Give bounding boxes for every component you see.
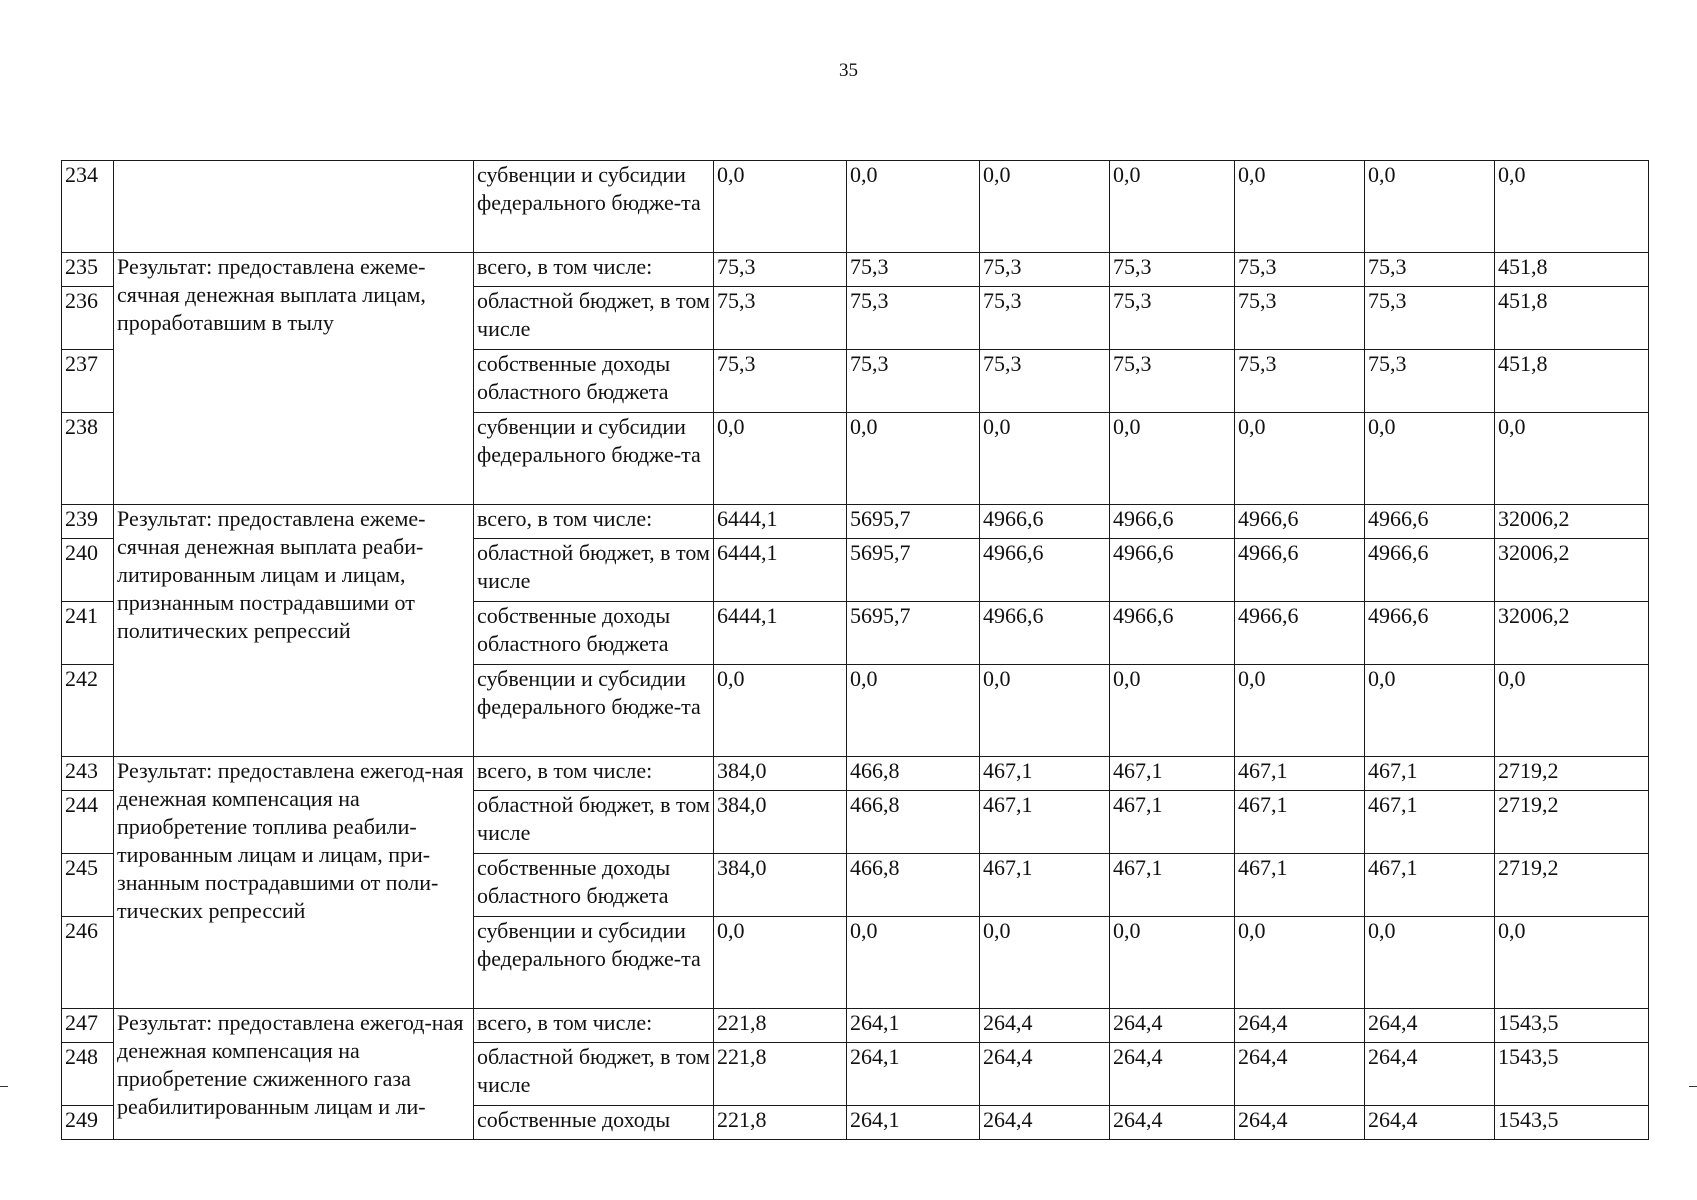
year-value-cell: 0,0 bbox=[1110, 413, 1235, 505]
year-value-cell: 75,3 bbox=[847, 287, 980, 350]
year-value-cell: 0,0 bbox=[1365, 413, 1495, 505]
year-value-cell: 75,3 bbox=[847, 253, 980, 287]
year-value-cell: 466,8 bbox=[847, 854, 980, 917]
year-value-cell: 0,0 bbox=[847, 665, 980, 757]
table-row bbox=[62, 161, 1649, 253]
year-value-cell: 264,4 bbox=[980, 1009, 1110, 1043]
year-value-cell: 0,0 bbox=[1365, 161, 1495, 253]
row-number-cell: 244 bbox=[62, 791, 114, 854]
result-description-cell: Результат: предоставлена ежеме-сячная денежная выплата лицам, проработавшим в тылу bbox=[114, 253, 474, 505]
year-value-cell: 75,3 bbox=[1365, 350, 1495, 413]
year-value-cell: 384,0 bbox=[714, 791, 847, 854]
funding-source-cell: собственные доходы областного бюджета bbox=[474, 602, 714, 665]
year-value-cell: 0,0 bbox=[847, 161, 980, 253]
funding-source-cell: субвенции и субсидии федерального бюдже-та bbox=[474, 917, 714, 1009]
year-value-cell: 75,3 bbox=[1110, 287, 1235, 350]
year-value-cell: 75,3 bbox=[980, 287, 1110, 350]
year-value-cell: 6444,1 bbox=[714, 602, 847, 665]
row-number-cell: 239 bbox=[62, 505, 114, 539]
table-row bbox=[62, 1009, 1649, 1043]
total-value-cell: 2719,2 bbox=[1495, 854, 1649, 917]
right-crop-mark bbox=[1689, 1086, 1697, 1087]
total-value-cell: 2719,2 bbox=[1495, 757, 1649, 791]
row-number-cell: 242 bbox=[62, 665, 114, 757]
year-value-cell: 0,0 bbox=[1235, 665, 1365, 757]
total-value-cell: 32006,2 bbox=[1495, 539, 1649, 602]
year-value-cell: 466,8 bbox=[847, 757, 980, 791]
year-value-cell: 4966,6 bbox=[1110, 602, 1235, 665]
row-number-cell: 234 bbox=[62, 161, 114, 253]
year-value-cell: 264,4 bbox=[1235, 1043, 1365, 1106]
result-description-cell: Результат: предоставлена ежегод-ная денежная компенсация на приобретение сжиженного газа реабилитированным лицам и ли- bbox=[114, 1009, 474, 1140]
year-value-cell: 466,8 bbox=[847, 791, 980, 854]
year-value-cell: 0,0 bbox=[1235, 917, 1365, 1009]
year-value-cell: 4966,6 bbox=[980, 505, 1110, 539]
year-value-cell: 75,3 bbox=[980, 350, 1110, 413]
row-number-cell: 237 bbox=[62, 350, 114, 413]
year-value-cell: 75,3 bbox=[1110, 350, 1235, 413]
table-body bbox=[62, 161, 1649, 1140]
year-value-cell: 0,0 bbox=[847, 413, 980, 505]
year-value-cell: 0,0 bbox=[1235, 413, 1365, 505]
total-value-cell: 1543,5 bbox=[1495, 1043, 1649, 1106]
year-value-cell: 4966,6 bbox=[980, 539, 1110, 602]
year-value-cell: 0,0 bbox=[847, 917, 980, 1009]
year-value-cell: 467,1 bbox=[1235, 791, 1365, 854]
year-value-cell: 75,3 bbox=[1235, 287, 1365, 350]
year-value-cell: 5695,7 bbox=[847, 539, 980, 602]
year-value-cell: 0,0 bbox=[714, 413, 847, 505]
year-value-cell: 264,1 bbox=[847, 1009, 980, 1043]
year-value-cell: 75,3 bbox=[1235, 253, 1365, 287]
year-value-cell: 4966,6 bbox=[1365, 505, 1495, 539]
year-value-cell: 4966,6 bbox=[1365, 602, 1495, 665]
funding-source-cell: субвенции и субсидии федерального бюдже-та bbox=[474, 665, 714, 757]
total-value-cell: 451,8 bbox=[1495, 253, 1649, 287]
table-row bbox=[62, 253, 1649, 287]
row-number-cell: 249 bbox=[62, 1106, 114, 1140]
total-value-cell: 451,8 bbox=[1495, 287, 1649, 350]
row-number-cell: 245 bbox=[62, 854, 114, 917]
year-value-cell: 75,3 bbox=[1365, 253, 1495, 287]
total-value-cell: 0,0 bbox=[1495, 917, 1649, 1009]
year-value-cell: 0,0 bbox=[980, 413, 1110, 505]
year-value-cell: 264,4 bbox=[1235, 1009, 1365, 1043]
total-value-cell: 32006,2 bbox=[1495, 602, 1649, 665]
total-value-cell: 0,0 bbox=[1495, 413, 1649, 505]
year-value-cell: 467,1 bbox=[1365, 791, 1495, 854]
funding-source-cell: всего, в том числе: bbox=[474, 1009, 714, 1043]
year-value-cell: 467,1 bbox=[1235, 854, 1365, 917]
year-value-cell: 264,4 bbox=[1110, 1106, 1235, 1140]
year-value-cell: 0,0 bbox=[1110, 665, 1235, 757]
year-value-cell: 467,1 bbox=[1365, 854, 1495, 917]
year-value-cell: 0,0 bbox=[1110, 917, 1235, 1009]
year-value-cell: 384,0 bbox=[714, 854, 847, 917]
year-value-cell: 264,4 bbox=[1110, 1043, 1235, 1106]
year-value-cell: 4966,6 bbox=[1365, 539, 1495, 602]
result-description-cell: Результат: предоставлена ежегод-ная денежная компенсация на приобретение топлива реабили-тированным лицам и лицам, при-знанным пострадавшими от поли-тических репрессий bbox=[114, 757, 474, 1009]
funding-source-cell: областной бюджет, в том числе bbox=[474, 539, 714, 602]
left-crop-mark bbox=[0, 1086, 8, 1087]
total-value-cell: 1543,5 bbox=[1495, 1009, 1649, 1043]
year-value-cell: 4966,6 bbox=[980, 602, 1110, 665]
year-value-cell: 384,0 bbox=[714, 757, 847, 791]
year-value-cell: 0,0 bbox=[714, 917, 847, 1009]
funding-source-cell: субвенции и субсидии федерального бюдже-та bbox=[474, 161, 714, 253]
funding-source-cell: собственные доходы областного бюджета bbox=[474, 350, 714, 413]
year-value-cell: 264,4 bbox=[980, 1043, 1110, 1106]
funding-source-cell: собственные доходы областного бюджета bbox=[474, 854, 714, 917]
row-number-cell: 247 bbox=[62, 1009, 114, 1043]
row-number-cell: 241 bbox=[62, 602, 114, 665]
result-description-cell: Результат: предоставлена ежеме-сячная денежная выплата реаби-литированным лицам и лицам, признанным пострадавшими от политических репрессий bbox=[114, 505, 474, 757]
year-value-cell: 467,1 bbox=[1110, 757, 1235, 791]
year-value-cell: 5695,7 bbox=[847, 602, 980, 665]
year-value-cell: 75,3 bbox=[980, 253, 1110, 287]
row-number-cell: 243 bbox=[62, 757, 114, 791]
budget-table bbox=[61, 160, 1649, 1140]
year-value-cell: 467,1 bbox=[1110, 791, 1235, 854]
table-row bbox=[62, 757, 1649, 791]
year-value-cell: 0,0 bbox=[980, 917, 1110, 1009]
year-value-cell: 467,1 bbox=[1235, 757, 1365, 791]
year-value-cell: 467,1 bbox=[980, 791, 1110, 854]
year-value-cell: 0,0 bbox=[1235, 161, 1365, 253]
year-value-cell: 0,0 bbox=[980, 161, 1110, 253]
year-value-cell: 264,4 bbox=[1365, 1043, 1495, 1106]
year-value-cell: 6444,1 bbox=[714, 539, 847, 602]
funding-source-cell: областной бюджет, в том числе bbox=[474, 791, 714, 854]
year-value-cell: 0,0 bbox=[1365, 665, 1495, 757]
row-number-cell: 248 bbox=[62, 1043, 114, 1106]
year-value-cell: 467,1 bbox=[1365, 757, 1495, 791]
total-value-cell: 2719,2 bbox=[1495, 791, 1649, 854]
year-value-cell: 75,3 bbox=[1365, 287, 1495, 350]
year-value-cell: 221,8 bbox=[714, 1043, 847, 1106]
year-value-cell: 0,0 bbox=[1110, 161, 1235, 253]
funding-source-cell: собственные доходы bbox=[474, 1106, 714, 1140]
total-value-cell: 0,0 bbox=[1495, 161, 1649, 253]
year-value-cell: 264,4 bbox=[1365, 1009, 1495, 1043]
year-value-cell: 221,8 bbox=[714, 1106, 847, 1140]
year-value-cell: 4966,6 bbox=[1235, 539, 1365, 602]
funding-source-cell: областной бюджет, в том числе bbox=[474, 1043, 714, 1106]
year-value-cell: 75,3 bbox=[1235, 350, 1365, 413]
funding-source-cell: областной бюджет, в том числе bbox=[474, 287, 714, 350]
year-value-cell: 467,1 bbox=[980, 854, 1110, 917]
funding-source-cell: субвенции и субсидии федерального бюдже-та bbox=[474, 413, 714, 505]
table-row bbox=[62, 505, 1649, 539]
row-number-cell: 236 bbox=[62, 287, 114, 350]
year-value-cell: 467,1 bbox=[980, 757, 1110, 791]
year-value-cell: 264,1 bbox=[847, 1106, 980, 1140]
year-value-cell: 75,3 bbox=[847, 350, 980, 413]
year-value-cell: 264,4 bbox=[1235, 1106, 1365, 1140]
total-value-cell: 451,8 bbox=[1495, 350, 1649, 413]
year-value-cell: 264,4 bbox=[980, 1106, 1110, 1140]
result-cell-empty bbox=[114, 161, 474, 253]
year-value-cell: 0,0 bbox=[980, 665, 1110, 757]
row-number-cell: 235 bbox=[62, 253, 114, 287]
year-value-cell: 5695,7 bbox=[847, 505, 980, 539]
total-value-cell: 0,0 bbox=[1495, 665, 1649, 757]
page-number: 35 bbox=[839, 60, 858, 81]
year-value-cell: 264,1 bbox=[847, 1043, 980, 1106]
total-value-cell: 1543,5 bbox=[1495, 1106, 1649, 1140]
funding-source-cell: всего, в том числе: bbox=[474, 757, 714, 791]
funding-source-cell: всего, в том числе: bbox=[474, 253, 714, 287]
year-value-cell: 4966,6 bbox=[1235, 505, 1365, 539]
year-value-cell: 221,8 bbox=[714, 1009, 847, 1043]
row-number-cell: 240 bbox=[62, 539, 114, 602]
year-value-cell: 75,3 bbox=[714, 350, 847, 413]
year-value-cell: 4966,6 bbox=[1110, 505, 1235, 539]
year-value-cell: 75,3 bbox=[714, 253, 847, 287]
year-value-cell: 264,4 bbox=[1110, 1009, 1235, 1043]
year-value-cell: 75,3 bbox=[1110, 253, 1235, 287]
year-value-cell: 0,0 bbox=[714, 665, 847, 757]
year-value-cell: 4966,6 bbox=[1235, 602, 1365, 665]
funding-source-cell: всего, в том числе: bbox=[474, 505, 714, 539]
total-value-cell: 32006,2 bbox=[1495, 505, 1649, 539]
row-number-cell: 238 bbox=[62, 413, 114, 505]
year-value-cell: 75,3 bbox=[714, 287, 847, 350]
year-value-cell: 0,0 bbox=[1365, 917, 1495, 1009]
year-value-cell: 6444,1 bbox=[714, 505, 847, 539]
year-value-cell: 4966,6 bbox=[1110, 539, 1235, 602]
row-number-cell: 246 bbox=[62, 917, 114, 1009]
year-value-cell: 264,4 bbox=[1365, 1106, 1495, 1140]
year-value-cell: 467,1 bbox=[1110, 854, 1235, 917]
year-value-cell: 0,0 bbox=[714, 161, 847, 253]
